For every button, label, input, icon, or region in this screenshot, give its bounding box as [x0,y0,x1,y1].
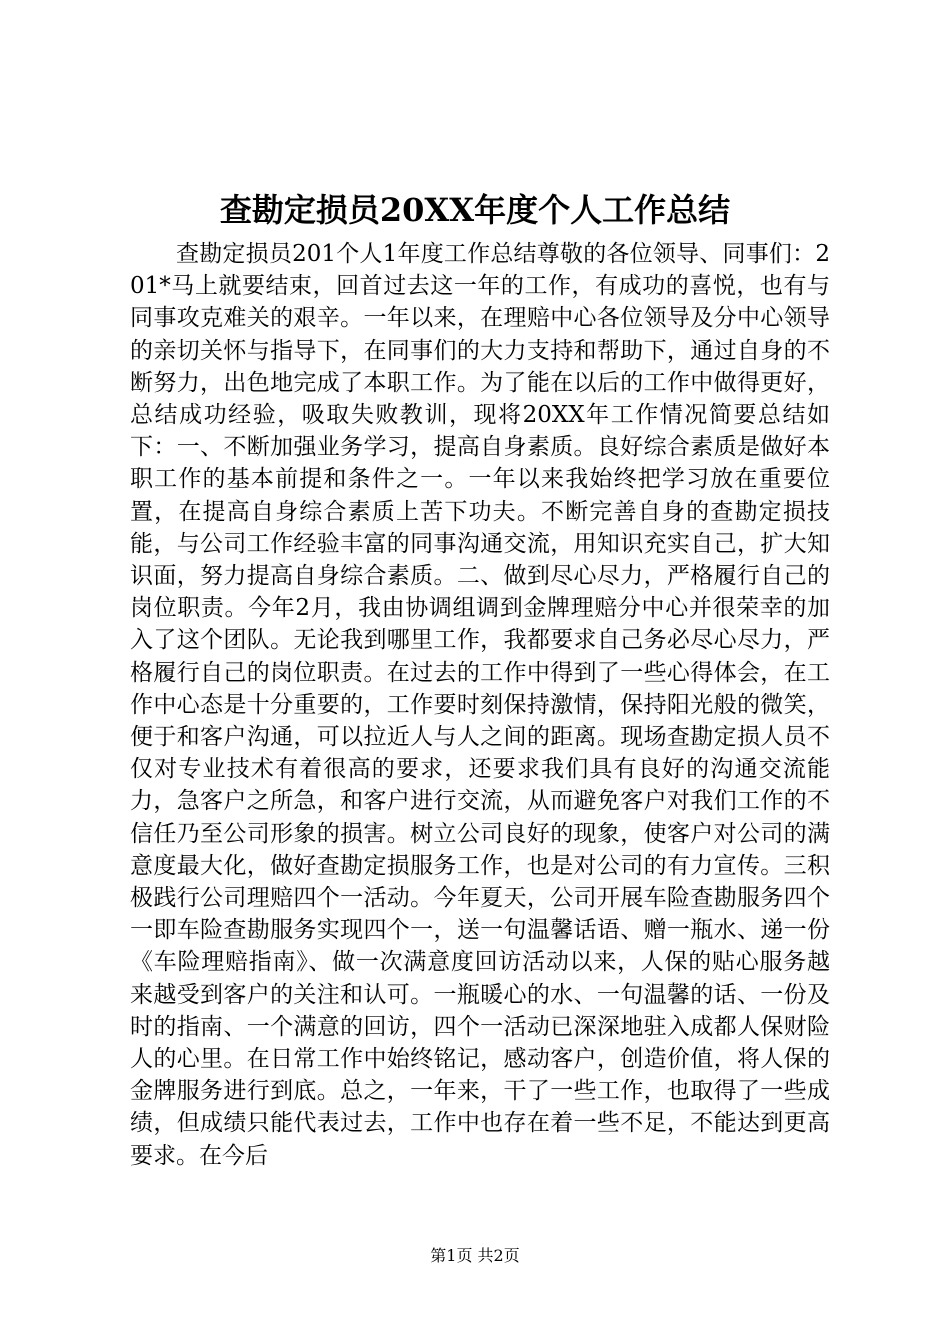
document-title: 查勘定损员20XX年度个人工作总结 [219,191,731,229]
page-footer: 第1页 共2页 [430,1246,520,1265]
document-body: 查勘定损员201个人1年度工作总结尊敬的各位领导、同事们：201*马上就要结束，回首过去这一年的工作，有成功的喜悦，也有与同事攻克难关的艰辛。一年以来，在理赔中心各位领导及分中心领导的亲切关怀与指导下，在同事们的大力支持和帮助下，通过自身的不断努力，出色地完成了本职工作。为了能在以后的工作中做得更好，总结成功经验，吸取失败教训，现将20XX年工作情况简要总结如下：一、不断加强业务学习，提高自身素质。良好综合素质是做好本职工作的基本前提和条件之一。一年以来我始终把学习放在重要位置，在提高自身综合素质上苦下功夫。不断完善自身的查勘定损技能，与公司工作经验丰富的同事沟通交流，用知识充实自己，扩大知识面，努力提高自身综合素质。二、做到尽心尽力，严格履行自己的岗位职责。今年2月，我由协调组调到金牌理赔分中心并很荣幸的加入了这个团队。无论我到哪里工作，我都要求自己务必尽心尽力，严格履行自己的岗位职责。在过去的工作中得到了一些心得体会，在工作中心态是十分重要的，工作要时刻保持激情，保持阳光般的微笑，便于和客户沟通，可以拉近人与人之间的距离。现场查勘定损人员不仅对专业技术有着很高的要求，还要求我们具有良好的沟通交流能力，急客户之所急，和客户进行交流，从而避免客户对我们工作的不信任乃至公司形象的损害。树立公司良好的现象，使客户对公司的满意度最大化，做好查勘定损服务工作，也是对公司的有力宣传。三积极践行公司理赔四个一活动。今年夏天，公司开展车险查勘服务四个一即车险查勘服务实现四个一，送一句温馨话语、赠一瓶水、递一份《车险理赔指南》、做一次满意度回访活动以来，人保的贴心服务越来越受到客户的关注和认可。一瓶暖心的水、一句温馨的话、一份及时的指南、一个满意的回访，四个一活动已深深地驻入成都人保财险人的心里。在日常工作中始终铭记，感动客户，创造价值，将人保的金牌服务进行到底。总之，一年来，干了一些工作，也取得了一些成绩，但成绩只能代表过去，工作中也存在着一些不足，不能达到更高要求。在今后 [130,241,830,1169]
